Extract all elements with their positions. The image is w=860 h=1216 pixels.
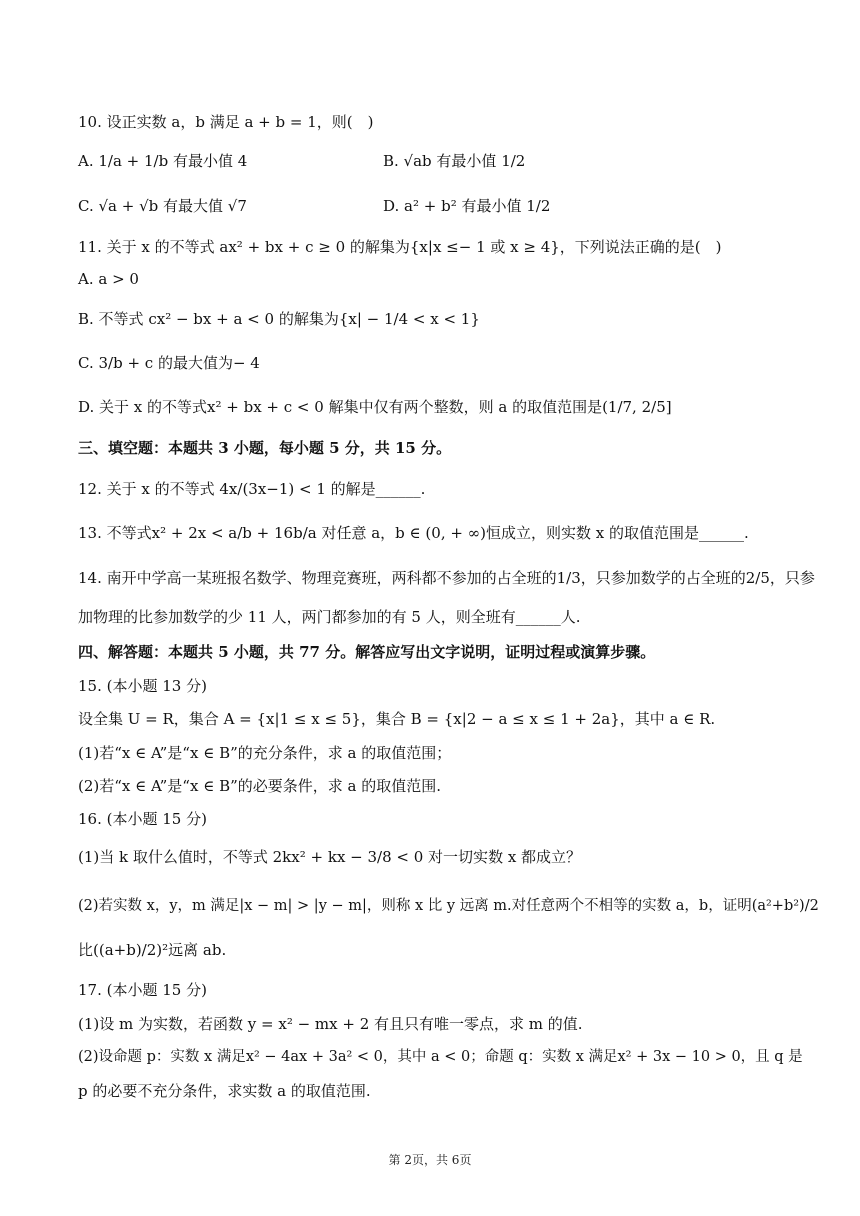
q10-option-c: C. √a + √b 有最大值 √7 bbox=[78, 197, 247, 215]
q16-line-3: 比((a+b)/2)²远离 ab. bbox=[78, 941, 227, 959]
q10-option-a: A. 1/a + 1/b 有最小值 4 bbox=[78, 152, 248, 170]
q10-option-d: D. a² + b² 有最小值 1/2 bbox=[383, 197, 551, 215]
q10-option-b: B. √ab 有最小值 1/2 bbox=[383, 152, 526, 170]
q12: 12. 关于 x 的不等式 4x/(3x−1) < 1 的解是______. bbox=[78, 480, 426, 498]
q11-option-b: B. 不等式 cx² − bx + a < 0 的解集为{x| − 1/4 < x < 1} bbox=[78, 310, 480, 328]
q16-line-1: (1)当 k 取什么值时，不等式 2kx² + kx − 3/8 < 0 对一切实数 x 都成立？ bbox=[78, 848, 582, 866]
q17-line-3: p 的必要不充分条件，求实数 a 的取值范围. bbox=[78, 1082, 371, 1100]
q11-option-a: A. a > 0 bbox=[78, 270, 139, 288]
section-3-heading: 三、填空题：本题共 3 小题，每小题 5 分，共 15 分。 bbox=[78, 439, 452, 457]
section-4-heading: 四、解答题：本题共 5 小题，共 77 分。解答应写出文字说明，证明过程或演算步骤。 bbox=[78, 643, 656, 661]
q17-line-1: (1)设 m 为实数，若函数 y = x² − mx + 2 有且只有唯一零点，求 m 的值. bbox=[78, 1015, 583, 1033]
q14-line-2: 加物理的比参加数学的少 11 人，两门都参加的有 5 人，则全班有______人. bbox=[78, 608, 581, 626]
q14-line-1: 14. 南开中学高一某班报名数学、物理竞赛班，两科都不参加的占全班的1/3，只参加数学的占全班的2/5，只参 bbox=[78, 569, 815, 587]
q11-stem: 11. 关于 x 的不等式 ax² + bx + c ≥ 0 的解集为{x|x ≤− 1 或 x ≥ 4}，下列说法正确的是( ) bbox=[78, 238, 722, 256]
q11-option-d: D. 关于 x 的不等式x² + bx + c < 0 解集中仅有两个整数，则 a 的取值范围是(1/7, 2/5] bbox=[78, 398, 672, 416]
q17-title: 17. (本小题 15 分) bbox=[78, 981, 207, 999]
q11-option-c: C. 3/b + c 的最大值为− 4 bbox=[78, 354, 260, 372]
q17-line-2: (2)设命题 p：实数 x 满足x² − 4ax + 3a² < 0，其中 a < 0；命题 q：实数 x 满足x² + 3x − 10 > 0，且 q 是 bbox=[78, 1049, 803, 1065]
q13: 13. 不等式x² + 2x < a/b + 16b/a 对任意 a，b ∈ (0, + ∞)恒成立，则实数 x 的取值范围是______. bbox=[78, 524, 749, 542]
q15-line-2: (1)若“x ∈ A”是“x ∈ B”的充分条件，求 a 的取值范围； bbox=[78, 744, 452, 762]
q10-stem: 10. 设正实数 a，b 满足 a + b = 1，则( ) bbox=[78, 113, 374, 131]
q15-line-3: (2)若“x ∈ A”是“x ∈ B”的必要条件，求 a 的取值范围. bbox=[78, 777, 442, 795]
q16-line-2: (2)若实数 x，y，m 满足|x − m| > |y − m|，则称 x 比 y 远离 m.对任意两个不相等的实数 a，b，证明(a²+b²)/2 bbox=[78, 898, 819, 914]
q15-title: 15. (本小题 13 分) bbox=[78, 677, 207, 695]
page-footer: 第 2页，共 6页 bbox=[388, 1153, 472, 1167]
q15-line-1: 设全集 U = R，集合 A = {x|1 ≤ x ≤ 5}，集合 B = {x|2 − a ≤ x ≤ 1 + 2a}，其中 a ∈ R. bbox=[78, 710, 716, 728]
q16-title: 16. (本小题 15 分) bbox=[78, 810, 207, 828]
